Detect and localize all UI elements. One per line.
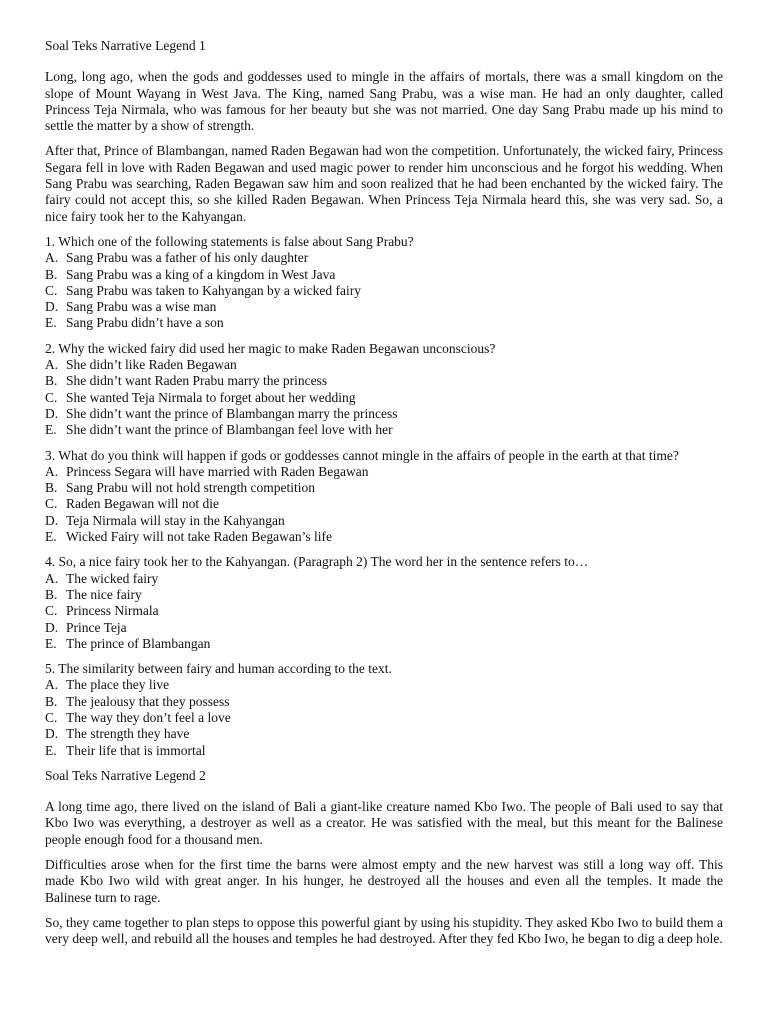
option-text: She didn’t want the prince of Blambangan marry the princess [66, 405, 398, 421]
answer-option [45, 373, 723, 389]
option-text: The nice fairy [66, 586, 142, 602]
option-letter: C. [45, 496, 58, 512]
option-text: She didn’t like Raden Begawan [66, 357, 237, 373]
option-text: She wanted Teja Nirmala to forget about her wedding [66, 389, 356, 405]
option-letter: C. [45, 603, 58, 619]
option-letter: A. [45, 677, 59, 693]
option-letter: E. [45, 529, 57, 545]
section-legend-1 [45, 38, 723, 759]
answer-option [45, 694, 723, 710]
answer-option [45, 677, 723, 693]
answer-option [45, 299, 723, 315]
story-paragraph: A long time ago, there lived on the island of Bali a giant-like creature named Kbo Iwo. The people of Bali used to say that Kbo Iwo was everything, a destroyer as well as a creator. He was satisfied with the meal, but this meant for the Balinese people enough food for a thousand men. [45, 799, 723, 847]
answer-option [45, 315, 723, 331]
option-text: She didn’t want Raden Prabu marry the princess [66, 373, 328, 389]
option-text: Princess Nirmala [66, 603, 159, 619]
option-letter: D. [45, 405, 59, 421]
answer-option [45, 267, 723, 283]
option-letter: C. [45, 282, 58, 298]
option-letter: A. [45, 250, 59, 266]
section-legend-2 [45, 768, 723, 948]
option-text: The wicked fairy [66, 570, 159, 586]
answer-option [45, 283, 723, 299]
option-text: Sang Prabu was a king of a kingdom in West Java [66, 266, 336, 282]
answer-option [45, 636, 723, 652]
option-text: The strength they have [66, 726, 190, 742]
option-letter: B. [45, 373, 58, 389]
option-letter: D. [45, 726, 59, 742]
story-paragraph: Difficulties arose when for the first time the barns were almost empty and the new harvest was still a long way off. This made Kbo Iwo wild with great anger. In his hunger, he destroyed all the houses and even all the temples. It made the Balinese turn to rage. [45, 857, 723, 905]
option-letter: B. [45, 266, 58, 282]
answer-option [45, 390, 723, 406]
question-block [45, 554, 723, 652]
option-text: Sang Prabu was taken to Kahyangan by a wicked fairy [66, 282, 362, 298]
option-letter: A. [45, 570, 59, 586]
option-text: Teja Nirmala will stay in the Kahyangan [66, 512, 285, 528]
answer-option [45, 464, 723, 480]
answer-option [45, 422, 723, 438]
option-letter: E. [45, 635, 57, 651]
option-text: Sang Prabu will not hold strength competition [66, 480, 315, 496]
question-stem: 3. What do you think will happen if gods or goddesses cannot mingle in the affairs of people in the earth at that time? [45, 447, 679, 463]
answer-option [45, 357, 723, 373]
answer-option [45, 529, 723, 545]
option-text: The place they live [66, 677, 170, 693]
answer-option [45, 571, 723, 587]
option-letter: E. [45, 742, 57, 758]
story-paragraph: Long, long ago, when the gods and goddesses used to mingle in the affairs of mortals, there was a small kingdom on the slope of Mount Wayang in West Java. The King, named Sang Prabu, was a wise man. He had an only daughter, called Princess Teja Nirmala, who was famous for her beauty but she was not married. One day Sang Prabu made up his mind to settle the matter by a show of strength. [45, 69, 723, 134]
answer-option [45, 250, 723, 266]
story-paragraph: So, they came together to plan steps to oppose this powerful giant by using his stupidity. They asked Kbo Iwo to build them a very deep well, and rebuild all the houses and temples he had destroyed. After they fed Kbo Iwo, he began to dig a deep hole. [45, 914, 723, 947]
option-text: Sang Prabu was a father of his only daughter [66, 250, 309, 266]
option-text: The prince of Blambangan [66, 635, 211, 651]
question-stem: 5. The similarity between fairy and human according to the text. [45, 661, 392, 677]
answer-option [45, 710, 723, 726]
option-text: Raden Begawan will not die [66, 496, 219, 512]
option-letter: B. [45, 586, 58, 602]
option-letter: D. [45, 512, 59, 528]
answer-option [45, 496, 723, 512]
question-block [45, 661, 723, 759]
document-page [45, 38, 723, 957]
option-letter: E. [45, 315, 57, 331]
option-letter: C. [45, 709, 58, 725]
section-heading: Soal Teks Narrative Legend 2 [45, 767, 206, 783]
question-block [45, 448, 723, 546]
option-text: She didn’t want the prince of Blambangan feel love with her [66, 422, 393, 438]
question-block [45, 234, 723, 332]
option-text: Sang Prabu didn’t have a son [66, 315, 224, 331]
option-letter: D. [45, 619, 59, 635]
option-text: Prince Teja [66, 619, 127, 635]
answer-option [45, 603, 723, 619]
answer-option [45, 726, 723, 742]
option-text: Princess Segara will have married with Raden Begawan [66, 463, 369, 479]
option-text: The way they don’t feel a love [66, 709, 231, 725]
option-text: Their life that is immortal [66, 742, 206, 758]
question-stem: 4. So, a nice fairy took her to the Kahyangan. (Paragraph 2) The word her in the sentence refers to… [45, 554, 589, 570]
answer-option [45, 480, 723, 496]
answer-option [45, 743, 723, 759]
option-letter: D. [45, 299, 59, 315]
option-letter: B. [45, 693, 58, 709]
option-letter: B. [45, 480, 58, 496]
option-letter: A. [45, 357, 59, 373]
story-paragraph: After that, Prince of Blambangan, named Raden Begawan had won the competition. Unfortunately, the wicked fairy, Princess Segara fell in love with Raden Begawan and used magic power to render him unconscious and he forgot his wedding. When Sang Prabu was searching, Raden Begawan saw him and soon realized that he had been enchanted by the wicked fairy. The fairy could not accept this, so she killed Raden Begawan. When Princess Teja Nirmala heard this, she was very sad. So, a nice fairy took her to the Kahyangan. [45, 143, 723, 224]
question-block [45, 341, 723, 439]
option-letter: A. [45, 463, 59, 479]
answer-option [45, 587, 723, 603]
question-stem: 2. Why the wicked fairy did used her magic to make Raden Begawan unconscious? [45, 340, 496, 356]
option-letter: E. [45, 422, 57, 438]
option-text: Wicked Fairy will not take Raden Begawan’s life [66, 529, 333, 545]
option-letter: C. [45, 389, 58, 405]
option-text: Sang Prabu was a wise man [66, 299, 217, 315]
section-heading: Soal Teks Narrative Legend 1 [45, 38, 206, 53]
question-stem: 1. Which one of the following statements is false about Sang Prabu? [45, 233, 414, 249]
answer-option [45, 620, 723, 636]
answer-option [45, 406, 723, 422]
answer-option [45, 513, 723, 529]
option-text: The jealousy that they possess [66, 693, 230, 709]
